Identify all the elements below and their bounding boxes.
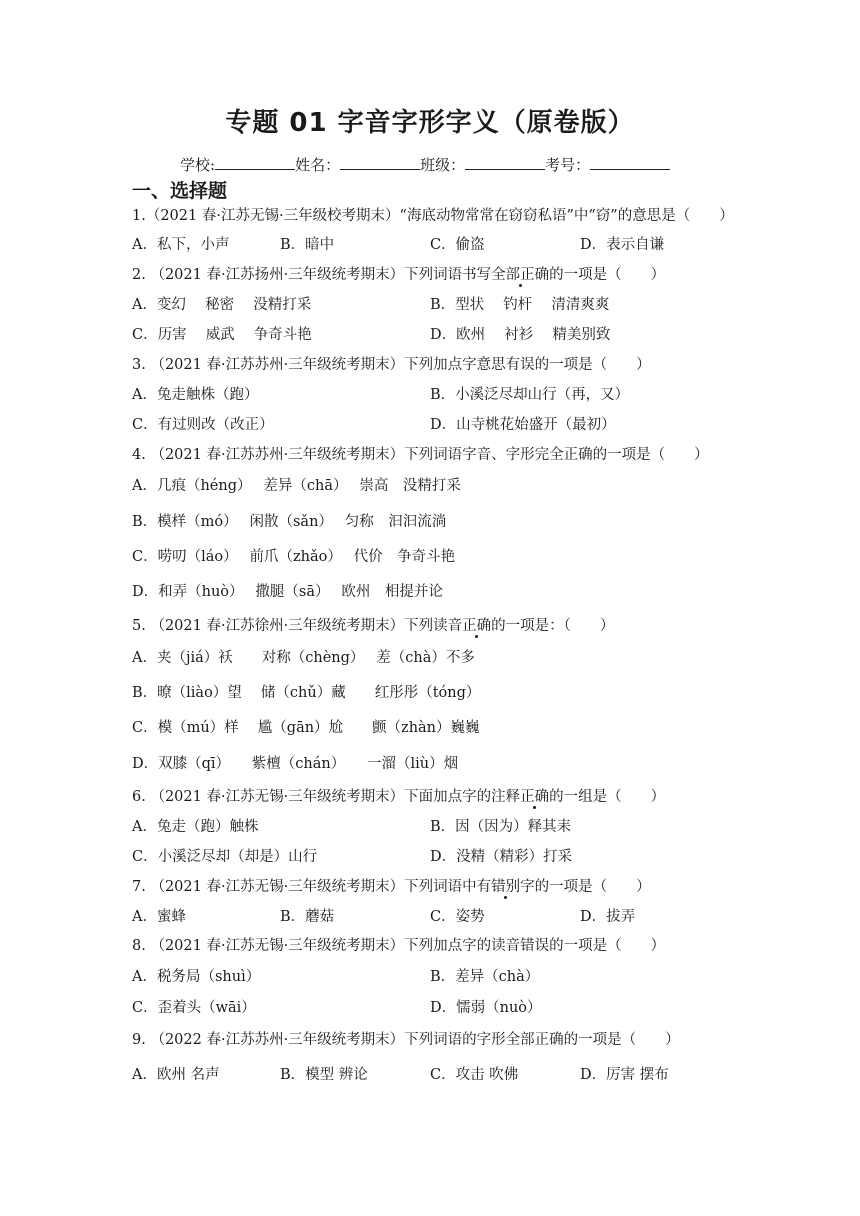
question-2-stem-emphasis: 全部正确: [491, 267, 550, 283]
question-9-option-c[interactable]: C．攻击 吹佛: [430, 1067, 519, 1083]
question-9-option-b[interactable]: B．模型 辨论: [280, 1067, 368, 1083]
question-1-option-b[interactable]: B．暗中: [280, 237, 335, 253]
question-3-option-c[interactable]: C．有过则改（改正）: [132, 417, 274, 433]
question-1-option-d[interactable]: D．表示自谦: [580, 237, 665, 253]
question-8-option-d[interactable]: D．懦弱（nuò）: [430, 1000, 542, 1016]
question-9-option-a[interactable]: A．欧州 名声: [132, 1067, 220, 1083]
question-6-option-a[interactable]: A．兔走（跑）触株: [132, 819, 259, 835]
question-6-stem: [132, 785, 665, 806]
name-label: 姓名：: [295, 156, 341, 174]
question-5-stem: [132, 614, 614, 635]
question-7-option-d[interactable]: D．拔弄: [580, 909, 636, 925]
question-7-stem-post: 的一项是（ ）: [534, 879, 651, 895]
question-7-stem-pre: 7. （2021 春·江苏无锡·三年级统考期末）下列词语中: [132, 879, 477, 895]
question-4-option-d[interactable]: D．和弄（huò） 撒腿（sā） 欧州 相提并论: [132, 584, 443, 600]
class-blank[interactable]: [465, 155, 545, 170]
exam-number-blank[interactable]: [590, 155, 670, 170]
question-2-option-a[interactable]: A．变幻 秘密 没精打采: [132, 297, 312, 313]
question-8-option-a[interactable]: A．税务局（shuì）: [132, 969, 261, 985]
question-6-stem-emphasis: 正确: [520, 789, 550, 805]
question-7-option-a[interactable]: A．蜜蜂: [132, 909, 186, 925]
question-1-option-a[interactable]: A．私下，小声: [132, 237, 230, 253]
question-9-option-d[interactable]: D．厉害 摆布: [580, 1067, 669, 1083]
question-2-stem-post: 的一项是（ ）: [549, 267, 666, 283]
school-blank[interactable]: [215, 155, 295, 170]
question-7-option-b[interactable]: B．蘑菇: [280, 909, 335, 925]
question-1-option-c[interactable]: C．偷盗: [430, 237, 485, 253]
question-5-option-b[interactable]: B．暸（liào）望 储（chǔ）藏 红彤彤（tóng）: [132, 685, 481, 701]
section-heading: 一、选择题: [132, 180, 228, 202]
question-8-option-b[interactable]: B．差异（chà）: [430, 969, 540, 985]
question-5-option-c[interactable]: C．模（mú）样 尴（gān）尬 颤（zhàn）巍巍: [132, 720, 480, 736]
question-9-stem: 9. （2022 春·江苏苏州·三年级统考期末）下列词语的字形全部正确的一项是（ ）: [132, 1032, 680, 1048]
question-7-stem-emphasis: 有错别字: [476, 879, 535, 895]
question-6-option-d[interactable]: D．没精（精彩）打采: [430, 849, 573, 865]
question-2-option-d[interactable]: D．欧州 衬衫 精美别致: [430, 327, 611, 343]
question-2-stem-pre: 2. （2021 春·江苏扬州·三年级统考期末）下列词语书写: [132, 267, 492, 283]
question-6-stem-post: 的一组是（ ）: [549, 789, 666, 805]
question-2-stem: [132, 263, 665, 284]
question-5-stem-pre: 5. （2021 春·江苏徐州·三年级统考期末）下列读音: [132, 618, 463, 634]
question-4-option-c[interactable]: C．唠叨（láo） 前爪（zhǎo） 代价 争奇斗艳: [132, 549, 456, 565]
class-label: 班级：: [420, 156, 466, 174]
question-3-option-a[interactable]: A．兔走触株（跑）: [132, 387, 259, 403]
question-6-stem-pre: 6. （2021 春·江苏无锡·三年级统考期末）下面加点字的注释: [132, 789, 521, 805]
question-3-option-b[interactable]: B．小溪泛尽却山行（再，又）: [430, 387, 630, 403]
school-label: 学校:: [180, 156, 216, 174]
question-3-stem: 3. （2021 春·江苏苏州·三年级统考期末）下列加点字意思有误的一项是（ ）: [132, 357, 651, 373]
question-3-option-d[interactable]: D．山寺桃花始盛开（最初）: [430, 417, 616, 433]
question-4-stem: 4. （2021 春·江苏苏州·三年级统考期末）下列词语字音、字形完全正确的一项是（ ）: [132, 447, 709, 463]
question-8-option-c[interactable]: C．歪着头（wāi）: [132, 1000, 256, 1016]
question-5-option-d[interactable]: D．双膝（qī） 紫檀（chán） 一溜（liù）烟: [132, 756, 459, 772]
name-blank[interactable]: [340, 155, 420, 170]
student-info-line: [180, 154, 670, 175]
question-2-option-c[interactable]: C．历害 威武 争奇斗艳: [132, 327, 312, 343]
question-6-option-c[interactable]: C．小溪泛尽却（却是）山行: [132, 849, 318, 865]
question-5-stem-emphasis: 正确: [462, 618, 492, 634]
question-6-option-b[interactable]: B．因（因为）释其耒: [430, 819, 572, 835]
page-title: 专题 01 字音字形字义（原卷版）: [225, 108, 635, 138]
question-1-stem: 1.（2021 春·江苏无锡·三年级校考期末）“海底动物常常在窃窃私语”中“窃”的意思是（ ）: [132, 208, 734, 224]
question-5-stem-post: 的一项是：（ ）: [491, 618, 615, 634]
question-8-stem: 8. （2021 春·江苏无锡·三年级统考期末）下列加点字的读音错误的一项是（ ）: [132, 938, 666, 954]
question-4-option-b[interactable]: B．模样（mó） 闲散（sǎn） 匀称 汩汩流淌: [132, 514, 447, 530]
question-4-option-a[interactable]: A．几痕（héng） 差异（chā） 崇高 没精打采: [132, 478, 461, 494]
question-7-stem: [132, 875, 651, 896]
question-2-option-b[interactable]: B．型状 钓杆 清清爽爽: [430, 297, 610, 313]
question-7-option-c[interactable]: C．姿势: [430, 909, 485, 925]
exam-number-label: 考号：: [545, 156, 591, 174]
question-5-option-a[interactable]: A．夹（jiá）袄 对称（chèng） 差（chà）不多: [132, 650, 475, 666]
